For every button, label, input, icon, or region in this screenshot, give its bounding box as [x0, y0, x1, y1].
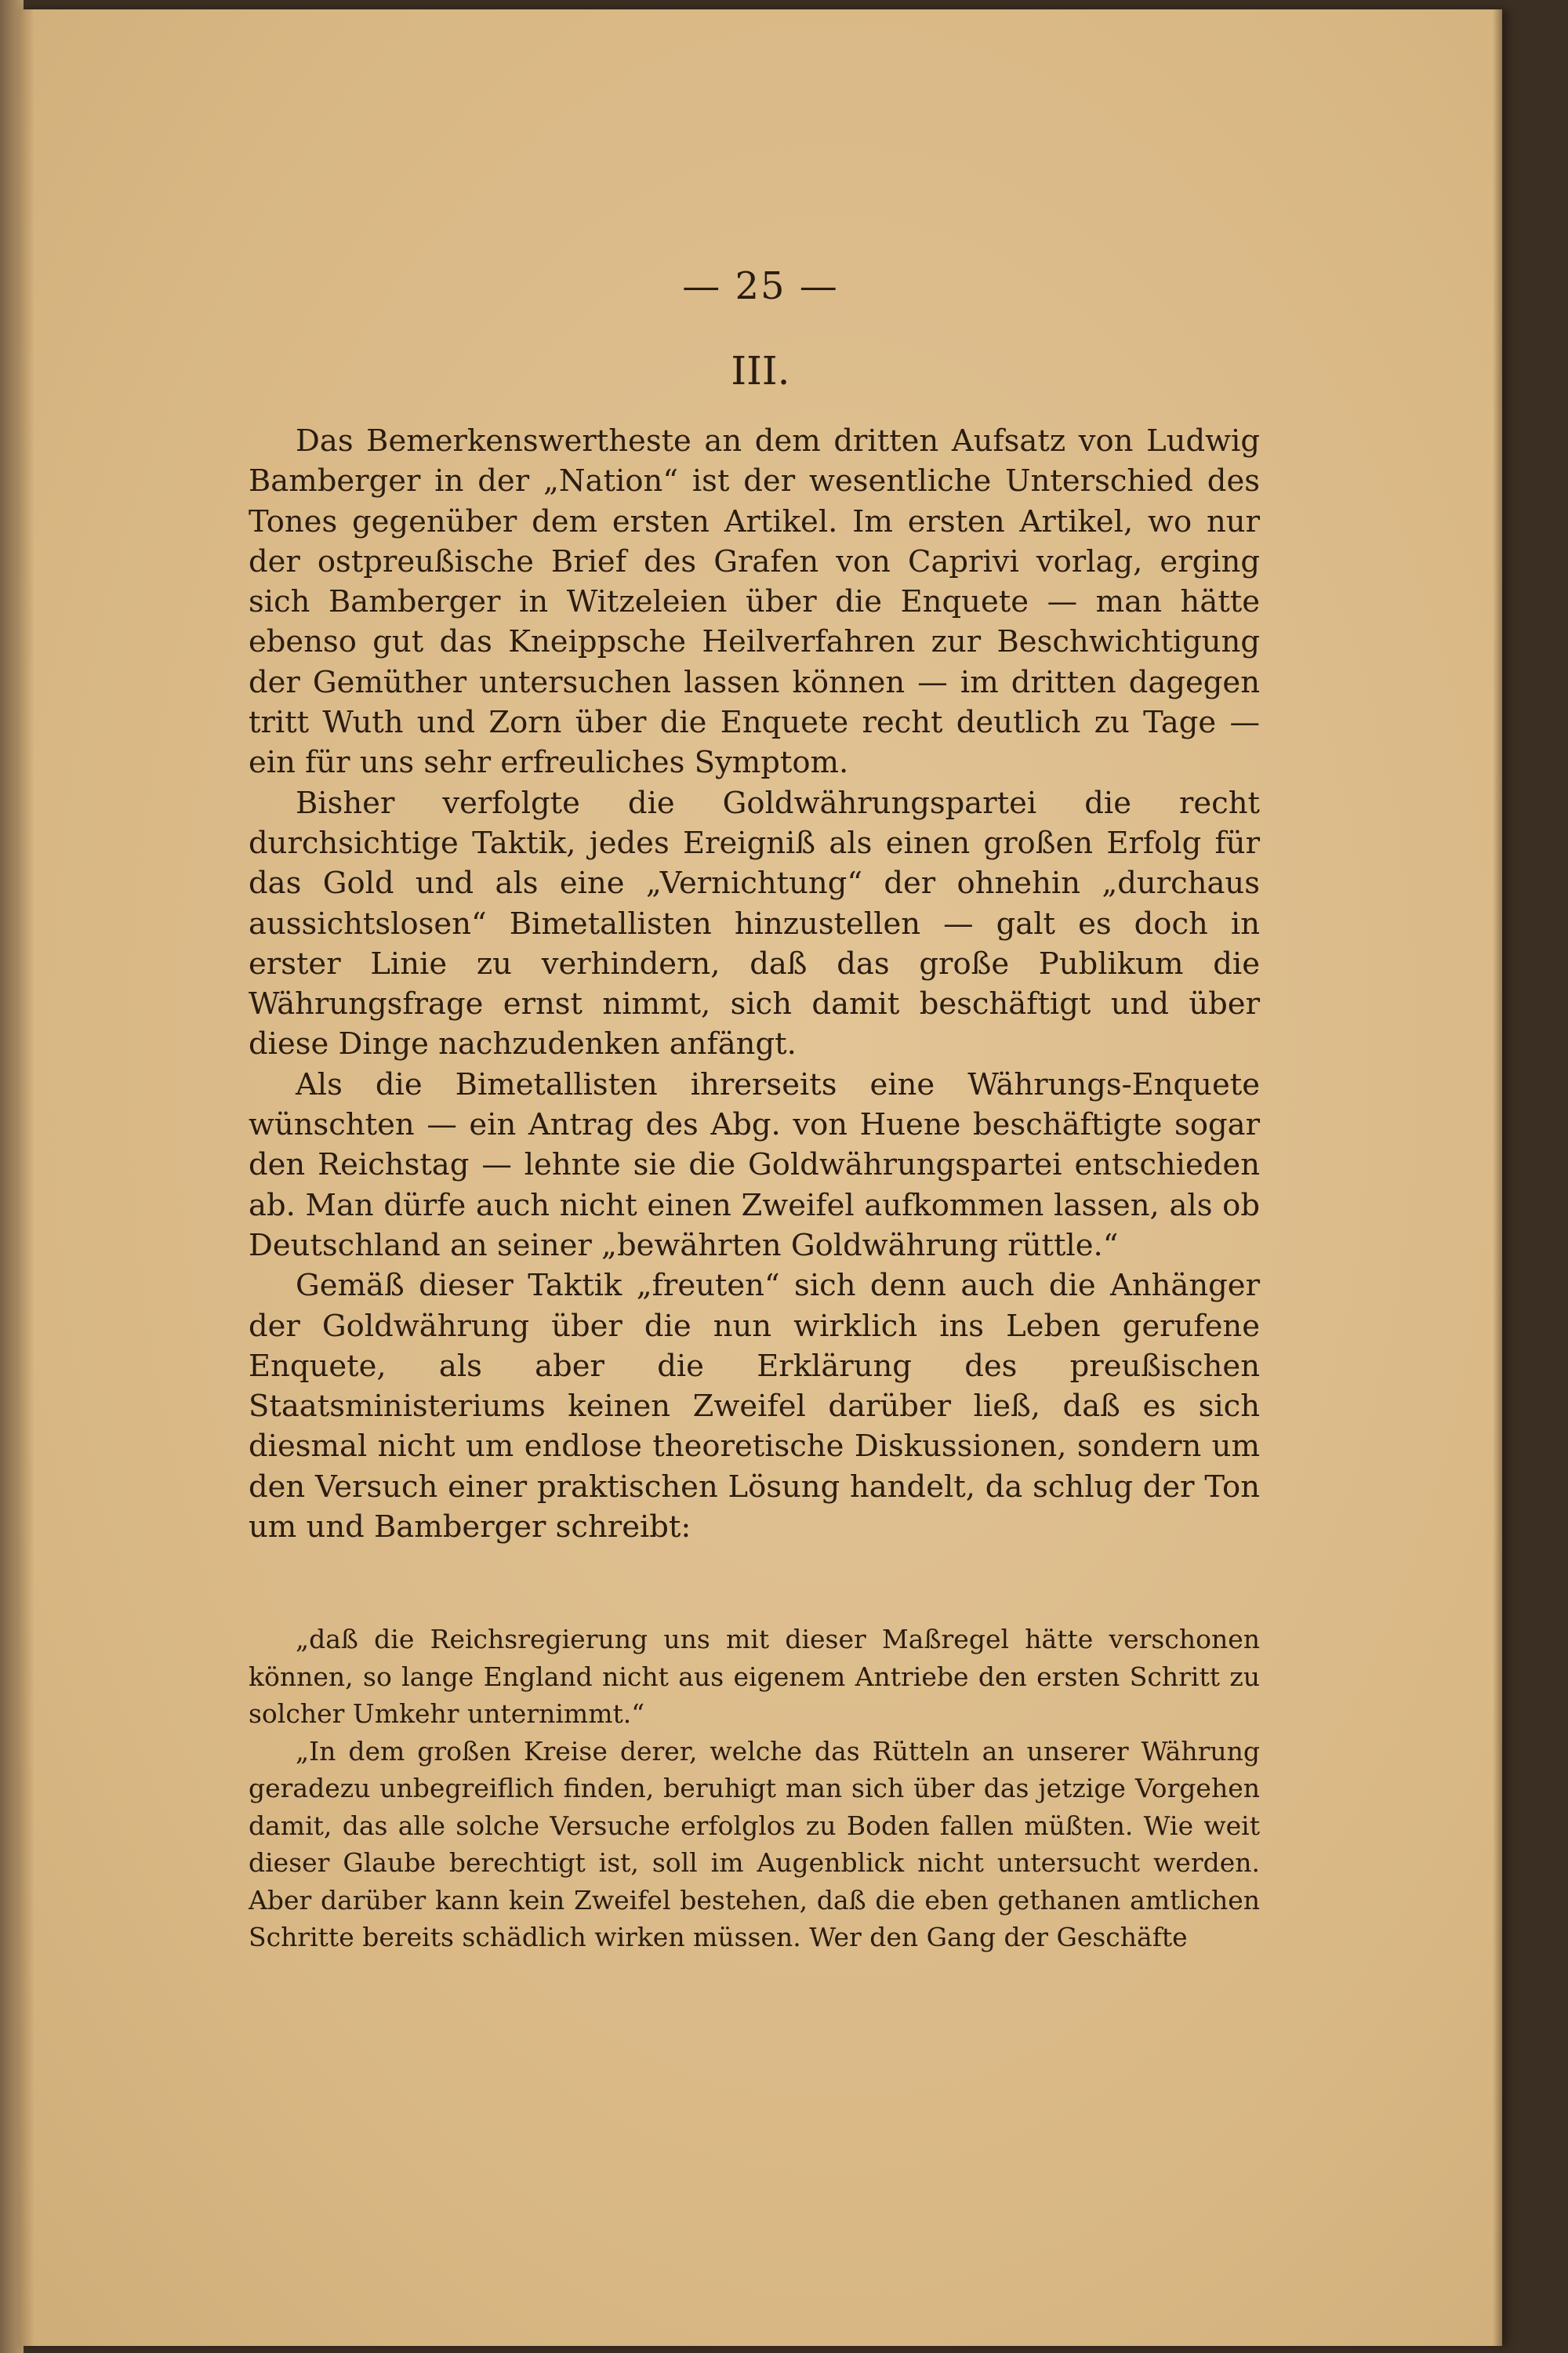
body-text — [249, 421, 1260, 1547]
paragraph: Das Bemerkenswertheste an dem dritten Aufsatz von Ludwig Bamberger in der „Nation“ ist der wesentliche Unterschied des Tones gegenüber dem ersten Artikel. Im ersten Artikel, wo nur der ostpreußische Brief des Grafen von Caprivi vorlag, erging sich Bamberger in Witzeleien über die Enquete — man hätte ebenso gut das Kneippsche Heilverfahren zur Beschwichtigung der Gemüther untersuchen lassen können — im dritten dagegen tritt Wuth und Zorn über die Enquete recht deutlich zu Tage — ein für uns sehr erfreuliches Symptom. — [249, 423, 1260, 781]
quotation-block — [249, 1621, 1260, 1956]
quotation-paragraph: „daß die Reichsregierung uns mit dieser Maßregel hätte verschonen können, so lange England nicht aus eigenem Antriebe den ersten Schritt zu solcher Umkehr unternimmt.“ — [249, 1624, 1260, 1729]
paragraph: Als die Bimetallisten ihrerseits eine Währungs-Enquete wünschten — ein Antrag des Abg. von Huene beschäftigte sogar den Reichstag — lehnte sie die Goldwährungspartei entschieden ab. Man dürfe auch nicht einen Zweifel aufkommen lassen, als ob Deutschland an seiner „bewährten Goldwährung rüttle.“ — [249, 1066, 1260, 1263]
section-heading: III. — [731, 348, 790, 394]
quotation-paragraph: „In dem großen Kreise derer, welche das Rütteln an unserer Währung geradezu unbegreiflich finden, beruhigt man sich über das jetzige Vorgehen damit, das alle solche Versuche erfolglos zu Boden fallen müßten. Wie weit dieser Glaube berechtigt ist, soll im Augenblick nicht untersucht werden. Aber darüber kann kein Zweifel bestehen, daß die eben gethanen amtlichen Schritte bereits schädlich wirken müssen. Wer den Gang der Geschäfte — [249, 1735, 1260, 1952]
paragraph: Gemäß dieser Taktik „freuten“ sich denn auch die Anhänger der Goldwährung über die nun wirklich ins Leben gerufene Enquete, als aber die Erklärung des preußischen Staatsministeriums keinen Zweifel darüber ließ, daß es sich diesmal nicht um endlose theoretische Diskussionen, sondern um den Versuch einer praktischen Lösung handelt, da schlug der Ton um und Bamberger schreibt: — [249, 1268, 1260, 1545]
page-number: — 25 — — [682, 264, 839, 308]
paragraph: Bisher verfolgte die Goldwährungspartei die recht durchsichtige Taktik, jedes Ereigniß als einen großen Erfolg für das Gold und als eine „Vernichtung“ der ohnehin „durchaus aussichtslosen“ Bimetallisten hinzustellen — galt es doch in erster Linie zu verhindern, daß das große Publikum die Währungsfrage ernst nimmt, sich damit beschäftigt und über diese Dinge nachzudenken anfängt. — [249, 785, 1260, 1062]
book-page — [19, 9, 1502, 2346]
